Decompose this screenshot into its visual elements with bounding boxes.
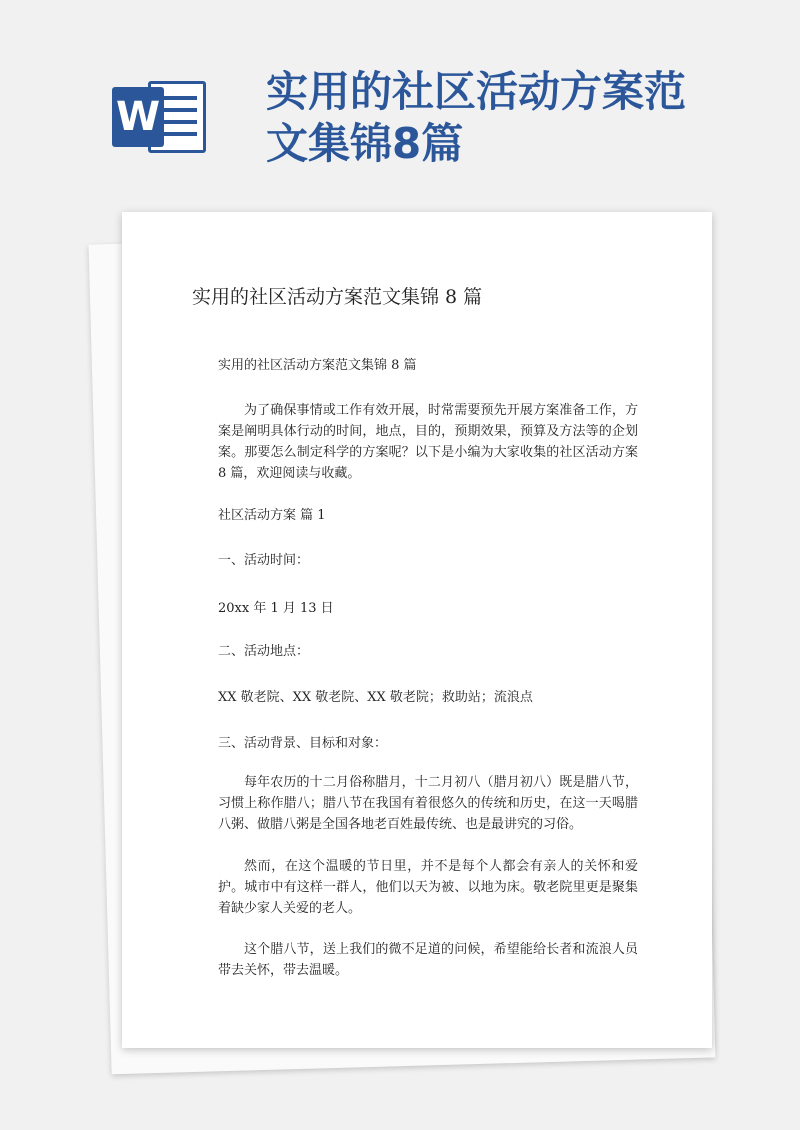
section-heading: 社区活动方案 篇 1 — [218, 508, 326, 523]
place-label: 二、活动地点： — [218, 644, 310, 659]
doc-line — [163, 108, 197, 112]
header-banner — [0, 0, 800, 200]
word-icon — [112, 77, 212, 157]
document-title: 实用的社区活动方案范文集锦 8 篇 — [192, 286, 483, 308]
document-page — [122, 212, 712, 1048]
place-value: XX 敬老院、XX 敬老院、XX 敬老院；救助站；流浪点 — [218, 690, 533, 705]
page-title: 实用的社区活动方案范文集锦8篇 — [266, 67, 687, 168]
time-label: 一、活动时间： — [218, 553, 310, 568]
doc-line — [163, 96, 197, 100]
word-badge: W — [112, 87, 164, 147]
background-paragraph-1: 每年农历的十二月俗称腊月，十二月初八（腊月初八）既是腊八节，习惯上称作腊八；腊八节在我国有着很悠久的传统和历史，在这一天喝腊八粥、做腊八粥是全国各地老百姓最传统、也是最讲究的习俗。 — [218, 775, 638, 832]
document-subtitle: 实用的社区活动方案范文集锦 8 篇 — [218, 358, 417, 373]
doc-line — [163, 120, 197, 124]
background-paragraph-2: 然而，在这个温暖的节日里，并不是每个人都会有亲人的关怀和爱护。城市中有这样一群人，他们以天为被、以地为床。敬老院里更是聚集着缺少家人关爱的老人。 — [218, 859, 638, 916]
doc-line — [163, 132, 197, 136]
time-value: 20xx 年 1 月 13 日 — [218, 601, 334, 616]
intro-paragraph: 为了确保事情或工作有效开展，时常需要预先开展方案准备工作，方案是阐明具体行动的时间，地点，目的，预期效果，预算及方法等的企划案。那要怎么制定科学的方案呢？以下是小编为大家收集的社区活动方案 8 篇，欢迎阅读与收藏。 — [218, 403, 638, 481]
background-paragraph-3: 这个腊八节，送上我们的微不足道的问候，希望能给长者和流浪人员带去关怀，带去温暖。 — [218, 942, 638, 978]
background-label: 三、活动背景、目标和对象： — [218, 736, 388, 751]
